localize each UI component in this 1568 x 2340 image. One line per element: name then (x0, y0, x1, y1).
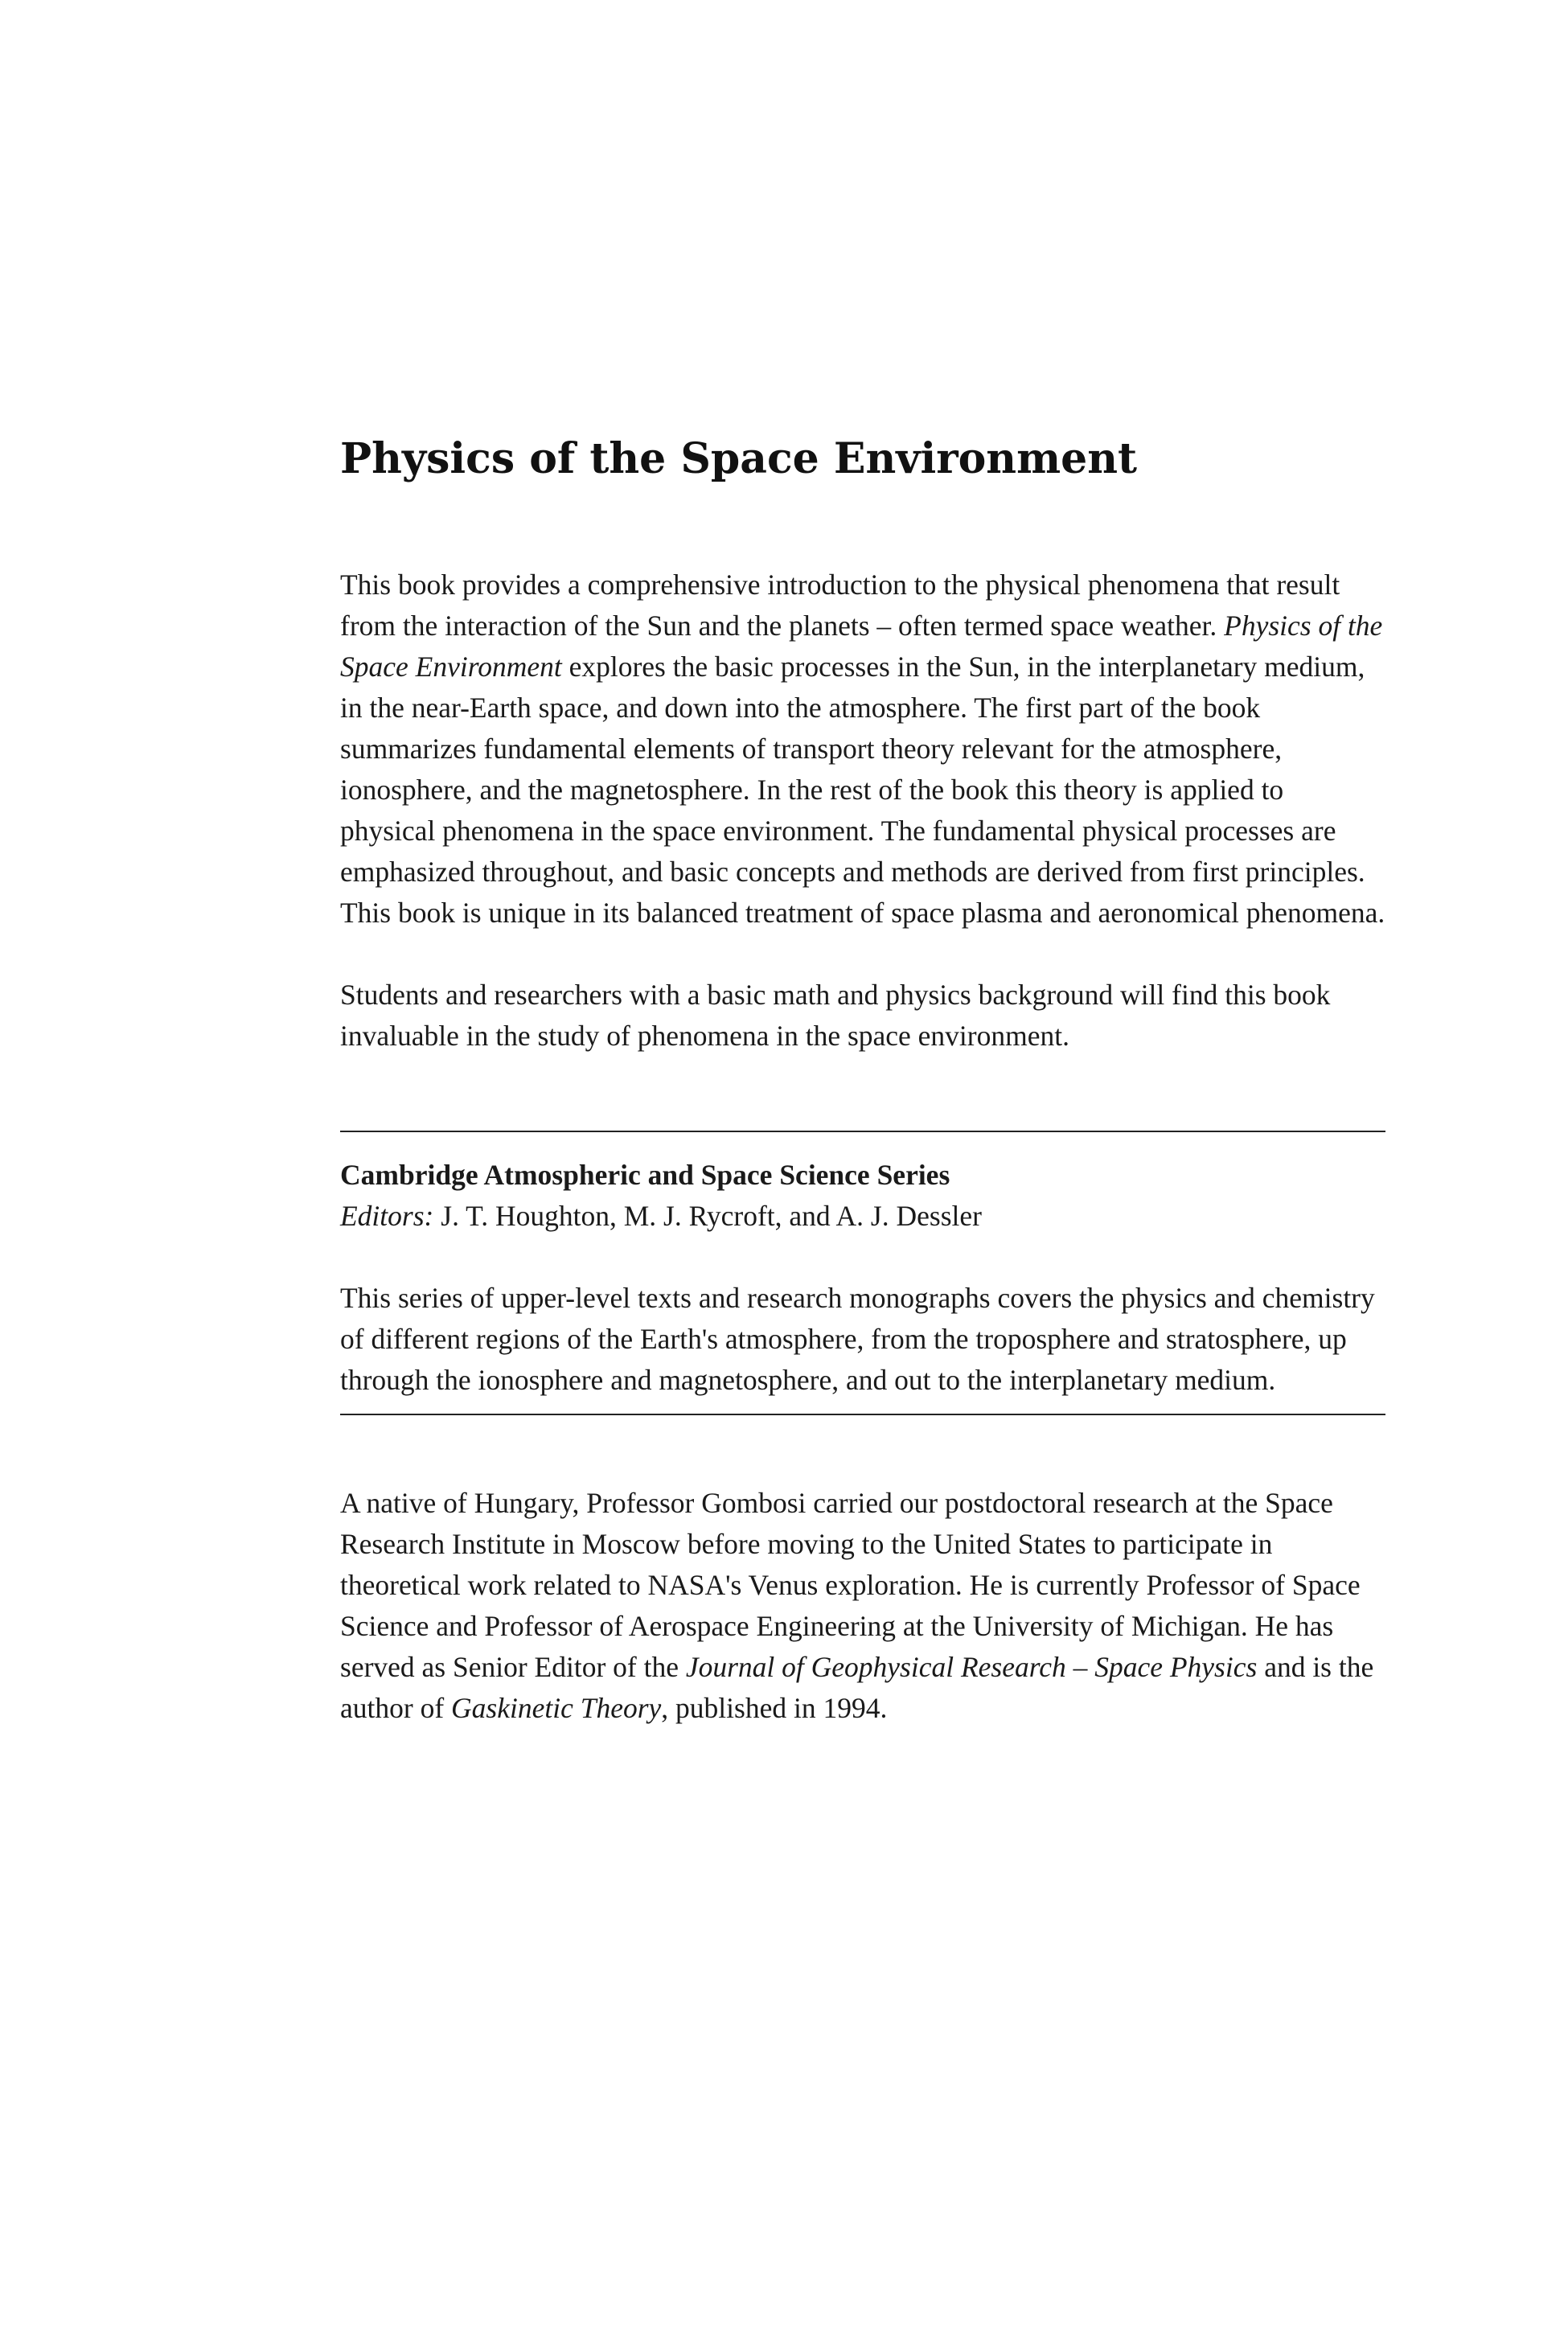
series-title: Cambridge Atmospheric and Space Science Series (340, 1159, 950, 1192)
page-content (340, 434, 1385, 1729)
author-bio-part2: and is the author of (340, 1651, 1374, 1725)
series-description: This series of upper-level texts and research monographs covers the physics and chemistry of different regions of the Earth's atmosphere, from the troposphere and stratosphere, up through the ionosphere and magnetosphere, and out to the interplanetary medium. (340, 1282, 1375, 1397)
book-description-part2: explores the basic processes in the Sun, in the interplanetary medium, in the near-Earth space, and down into the atmosphere. The first part of the book summarizes fundamental elements of transport theory relevant for the atmosphere, ionosphere, and the magnetosphere. In the rest of the book this theory is applied to physical phenomena in the space environment. The fundamental physical processes are emphasized throughout, and basic concepts and methods are derived from first principles. This book is unique in its balanced treatment of space plasma and aeronomical phenomena. (340, 651, 1385, 930)
book-description-part1: This book provides a comprehensive introduction to the physical phenomena that result from the interaction of the Sun and the planets – often termed space weather. (340, 569, 1340, 642)
series-bottom-divider (340, 1414, 1385, 1415)
editors-label: Editors: (340, 1200, 434, 1233)
author-bio-part3: , published in 1994. (661, 1692, 888, 1725)
book-title-reference: Physics of the Space Environment (340, 610, 1383, 684)
audience-paragraph: Students and researchers with a basic math and physics background will find this book invaluable in the study of phenomena in the space environment. (340, 979, 1331, 1053)
series-top-divider (340, 1131, 1385, 1132)
series-editors (340, 1196, 1385, 1237)
book-description (340, 564, 1385, 934)
book-title: Physics of the Space Environment (340, 434, 1138, 483)
editors-names: J. T. Houghton, M. J. Rycroft, and A. J. Dessler (433, 1200, 982, 1233)
journal-title: Journal of Geophysical Research – Space Physics (685, 1651, 1258, 1684)
author-bio-part1: A native of Hungary, Professor Gombosi carried our postdoctoral research at the Space Research Institute in Moscow before moving to the United States to participate in theoretical work related to NASA's Venus exploration. He is currently Professor of Space Science and Professor of Aerospace Engineering at the University of Michigan. He has served as Senior Editor of the (340, 1487, 1361, 1684)
gaskinetic-theory-title: Gaskinetic Theory (451, 1692, 662, 1725)
author-bio (340, 1483, 1385, 1729)
